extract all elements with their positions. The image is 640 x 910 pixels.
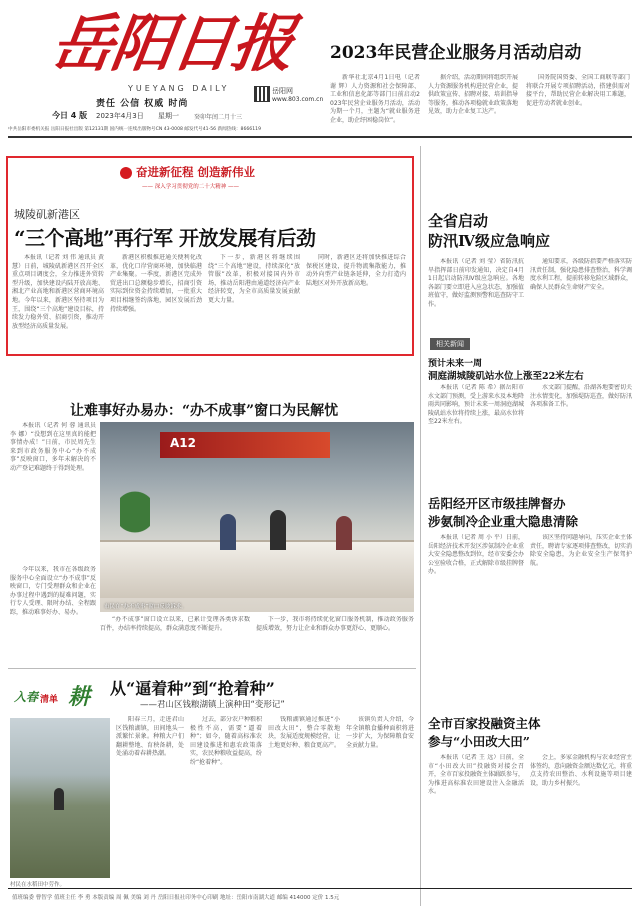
- footer-rule: [8, 888, 632, 889]
- seed-col4: 该镇负责人介绍，今年全镇粮食播种面积将进一步扩大，为保障粮食安全贡献力量。: [346, 716, 414, 749]
- spring-plowing-logo: [14, 676, 94, 718]
- seed-subhead: ——君山区钱粮湖镇上演种田“变形记”: [140, 700, 285, 710]
- logo-word-2: 清单: [40, 695, 59, 705]
- campaign-subtitle: —— 深入学习贯彻党的二十大精神 ——: [142, 184, 239, 190]
- kaifa-headline-2[interactable]: 涉氨制冷企业重大隐患清除: [428, 514, 579, 529]
- footer-line: 值班编委 曹智学 值班主任 李 勇 本版责编 周 佩 美编 刘 丹 岳阳日报社印务中心印刷 地址：岳阳市南湖大道 邮编 414000 定价 1.5元: [12, 895, 340, 901]
- lead-col4: 同时，新港区还将加快推进综合保税区建设，提升物流集散能力，推动外向型产业链条延伸，全力打造内陆地区对外开放新高地。: [306, 254, 406, 287]
- lead-col1: 本报讯（记者 刘 伟 通讯员 黄 慧）日前，城陵矶新港区召开全区重点项目调度会，全力推进外贸转型升级，加快建设内陆开放高地、湘北产业高地和新港区营商环境高地。今年以来，新港区坚持项目为王，围绕“三个高地”建设目标，持续发力稳外贸、招商引资，推动开放型经济高质量发展。: [12, 254, 104, 330]
- seed-photo-caption: 村民在水稻田中劳作。: [10, 882, 66, 888]
- water-headline-1[interactable]: 预计未来一周: [428, 359, 483, 369]
- kaifa-col2: 该区坚持问题导向，压实企业主体责任，聘请专家逐项排查整改，切实消除安全隐患，为企业安全生产保驾护航。: [530, 534, 632, 567]
- lead-headline[interactable]: “三个高地”再行军 开放发展有后劲: [14, 226, 316, 250]
- related-news-tag: 相关新闻: [430, 338, 470, 350]
- issue-weekday: 星期一: [158, 112, 179, 120]
- office-headline[interactable]: 让难事好办易办：“办不成事”窗口为民解忧: [70, 403, 339, 419]
- masthead-motto: 责任 公信 权威 时尚: [96, 99, 189, 109]
- field-photo: [10, 718, 110, 878]
- kaifa-col1: 本报讯（记者 周 小 平）日前，岳阳经济技术开发区涉氨制冷企业重大安全隐患整改到位，经市安委会办公室验收合格，正式解除市级挂牌督办。: [428, 534, 524, 576]
- flood-col1: 本报讯（记者 刘 莹）省防汛抗旱指挥部日前印发通知，决定自4月1日起启动防汛Ⅳ级应急响应。各地各部门要立即进入应急状态，加强值班值守，做好监测预警和巡查防守工作。: [428, 258, 524, 308]
- divider: [8, 136, 632, 138]
- lead-kicker: 城陵矶新港区: [14, 208, 80, 221]
- kaifa-headline-1[interactable]: 岳阳经开区市级挂牌督办: [428, 496, 566, 511]
- logo-word-3: 耕: [68, 685, 91, 710]
- website-url[interactable]: www.803.com.cn: [272, 96, 324, 103]
- website-qr-icon: [254, 86, 270, 102]
- issue-date: 2023年4月3日: [96, 112, 144, 120]
- lunar-date: 癸卯年闰二月十三: [194, 114, 243, 121]
- banner-col1: 新华社北京4月1日电（记者 谢 辉）人力资源和社会保障部、工业和信息化部等部门日前启动2023年民营企业服务月活动，活动为期一个月，主题为“就业服务进企业，助企纾困稳岗位”。: [330, 74, 420, 124]
- issue-info-line: 中共岳阳市委机关报 岳阳日报社出版 第12131期 国内统一连续出版物号CN 43-0008 邮发代号41-56 新闻热线：8666119: [8, 127, 261, 132]
- campaign-title: 奋进新征程 创造新伟业: [136, 165, 256, 179]
- banner-col2: 据介绍，活动期间将组织开展人力资源服务机构进民营企业，提供政策宣传、招聘对接、培训指导等服务，推动各项稳就业政策落地见效，助力企业复工达产。: [428, 74, 518, 116]
- flood-headline-1[interactable]: 全省启动: [428, 212, 489, 230]
- office-col3: “办不成事”窗口设立以来，已累计受理各类诉求数百件，办结率持续提高，群众满意度不断提升。: [100, 616, 250, 632]
- website-label: 岳阳网: [272, 87, 293, 95]
- seed-col1: 阳春三月，走进君山区钱粮湖镇，田间地头一派繁忙景象。种粮大户们翻耕整地、育秧备耕，处处涌动着春耕热潮。: [116, 716, 184, 758]
- office-photo: [100, 422, 414, 612]
- person-figure: [270, 510, 286, 550]
- seed-headline[interactable]: 从“逼着种”到“抢着种”: [110, 679, 275, 698]
- seed-col3: 钱粮湖镇通过推进“小田改大田”，整合零散地块，发展适度规模经营，让土地更好种、粮食更高产。: [268, 716, 340, 749]
- water-col2: 水文部门提醒，沿湖各地要密切关注水情变化，加强堤防巡查，做好防汛各项准备工作。: [530, 384, 632, 409]
- divider: [8, 668, 416, 669]
- office-sign-number: A12: [170, 436, 196, 450]
- water-headline-2[interactable]: 洞庭湖城陵矶站水位上涨至22米左右: [428, 371, 584, 382]
- flood-col2: 通知要求，各级防指要严格落实防汛责任制，强化隐患排查整治，科学调度水利工程，提前转移危险区域群众，确保人民群众生命财产安全。: [530, 258, 632, 291]
- person-figure: [220, 514, 236, 550]
- investors-headline-1[interactable]: 全市百家投融资主体: [428, 716, 541, 731]
- office-col4: 下一步，我市将持续优化窗口服务机制，推动政务服务提质增效，努力让企业和群众办事更舒心、更顺心。: [256, 616, 414, 632]
- water-col1: 本报讯（记者 陈 希）据岳阳市水文部门预测，受上游来水及本地降雨共同影响，预计未来一周洞庭湖城陵矶站水位将持续上涨，最高水位将至22米左右。: [428, 384, 524, 426]
- seed-col2: 过去，部分农户种粮积极性不高，需要“逼着种”；如今，随着高标准农田建设推进和惠农政策落实，农民种粮收益提高，纷纷“抢着种”。: [190, 716, 262, 766]
- logo-word-1: 入春: [14, 690, 39, 704]
- column-divider: [420, 146, 421, 906]
- service-counter: [100, 540, 414, 598]
- party-emblem-icon: [120, 167, 132, 179]
- plant-icon: [120, 482, 150, 542]
- investors-headline-2[interactable]: 参与“小田改大田”: [428, 734, 530, 749]
- banner-col3: 国务院国资委、全国工商联等部门将联合开展专项招聘活动，搭建供需对接平台，帮助民营企业解决用工难题，促进劳动者就业创业。: [526, 74, 630, 107]
- banner-headline[interactable]: 2023年民营企业服务月活动启动: [330, 43, 582, 63]
- campaign-banner: [114, 160, 286, 204]
- investors-col1: 本报讯（记者 王 远）日前，全市“小田改大田”投融资对接会召开，全市百家投融资主体踊跃参与，为推进高标准农田建设注入金融活水。: [428, 754, 524, 796]
- newspaper-logo: 岳阳日报: [46, 7, 298, 80]
- masthead-pinyin: YUEYANG DAILY: [128, 84, 230, 93]
- farmer-figure: [54, 788, 64, 810]
- investors-col2: 会上，多家金融机构与农业经营主体签约，意向融资金额达数亿元，将重点支持农田整治、水利设施等项目建设，助力乡村振兴。: [530, 754, 632, 787]
- flood-headline-2[interactable]: 防汛Ⅳ级应急响应: [428, 232, 551, 250]
- office-photo-caption: 市民在“办不成事”窗口反映诉求。: [104, 604, 187, 610]
- lead-col3: 下一步，新港区将继续围绕“三个高地”建设，持续深化“放管服”改革，积极对接国内外市场，推动岳阳港由通道经济向产业经济转变，为全市高质量发展贡献更大力量。: [208, 254, 300, 304]
- edition-count: 今日 4 版: [52, 111, 88, 120]
- office-col1: 本报讯（记者 何 蓉 通讯员 李 娜）“没想到在这里真的能把事情办成！”日前，市民周先生来到市政务服务中心“办不成事”反映窗口，多年未解决的不动产登记难题终于得到处理。: [10, 422, 96, 472]
- masthead: [8, 6, 324, 124]
- person-figure: [336, 516, 352, 550]
- lead-col2: 新港区积极推进通关便利化改革，优化口岸营商环境，加快临港产业集聚。一季度，新港区完成外贸进出口总额稳步增长，招商引资实际到位资金持续增加，一批重大项目相继签约落地，园区发展后劲持续增强。: [110, 254, 202, 313]
- office-col2: 今年以来，我市在各级政务服务中心全面设立“办不成事”反映窗口，专门受理群众和企业在办事过程中遇到的疑难问题，实行专人受理、限时办结、全程跟踪，推动难事好办、易办。: [10, 566, 96, 616]
